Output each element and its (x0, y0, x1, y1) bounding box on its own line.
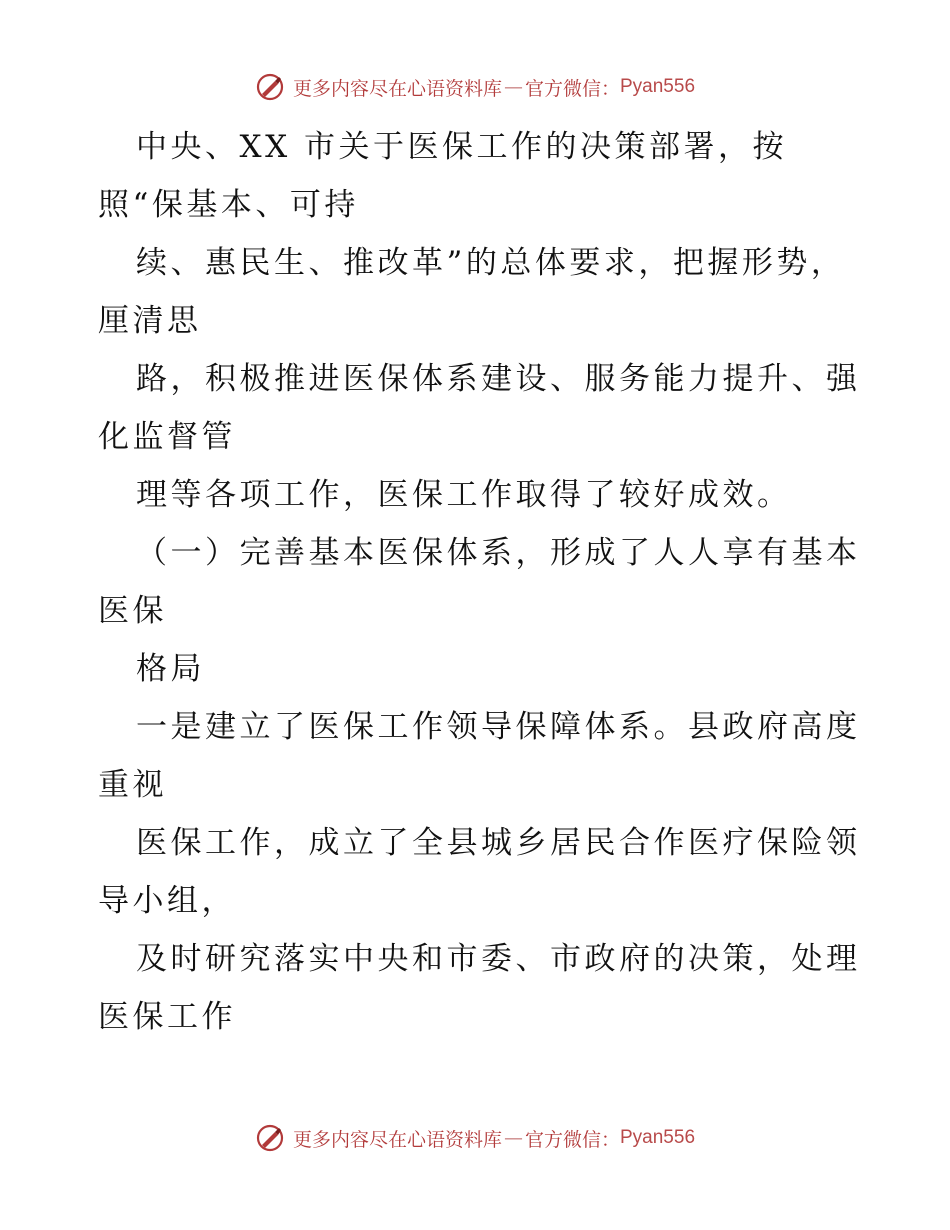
paragraph-line: 厘清思 (98, 303, 202, 339)
paragraph-line: 一是建立了医保工作领导保障体系。县政府高度 (136, 709, 861, 745)
paragraph-line: 医保工作 (98, 999, 236, 1035)
banner-wechat-id: Pyan556 (620, 1127, 696, 1148)
banner-dash: — (503, 1127, 523, 1149)
document-body (98, 118, 861, 1046)
paragraph-line: 中央、XX 市关于医保工作的决策部署，按 (136, 129, 787, 165)
paragraph-line: 照“保基本、可持 (98, 187, 359, 223)
banner-text: 更多内容尽在心语资料库 (292, 77, 502, 100)
paragraph-line: 及时研究落实中央和市委、市政府的决策，处理 (136, 941, 861, 977)
banner-wechat-label: 官方微信： (524, 77, 620, 100)
banner-text: 更多内容尽在心语资料库 (292, 1128, 502, 1151)
banner-wechat-label: 官方微信： (524, 1128, 620, 1151)
banner-wechat-id: Pyan556 (620, 76, 696, 97)
paragraph-line: 导小组， (98, 883, 236, 919)
paragraph-line: 重视 (98, 767, 167, 803)
paragraph-line: 化监督管 (98, 419, 236, 455)
paragraph-line: （一）完善基本医保体系，形成了人人享有基本 (136, 535, 861, 571)
paragraph-line: 路，积极推进医保体系建设、服务能力提升、强 (136, 361, 861, 397)
pen-logo-icon (255, 1123, 285, 1153)
paragraph-line: 医保工作，成立了全县城乡居民合作医疗保险领 (136, 825, 861, 861)
paragraph-line: 续、惠民生、推改革”的总体要求，把握形势， (136, 245, 846, 281)
paragraph-line: 医保 (98, 593, 167, 629)
banner-dash: — (503, 76, 523, 98)
paragraph-line: 理等各项工作，医保工作取得了较好成效。 (136, 477, 792, 513)
footer-banner (0, 1123, 950, 1153)
paragraph-line: 格局 (136, 651, 205, 687)
header-banner (0, 72, 950, 102)
pen-logo-icon (255, 72, 285, 102)
